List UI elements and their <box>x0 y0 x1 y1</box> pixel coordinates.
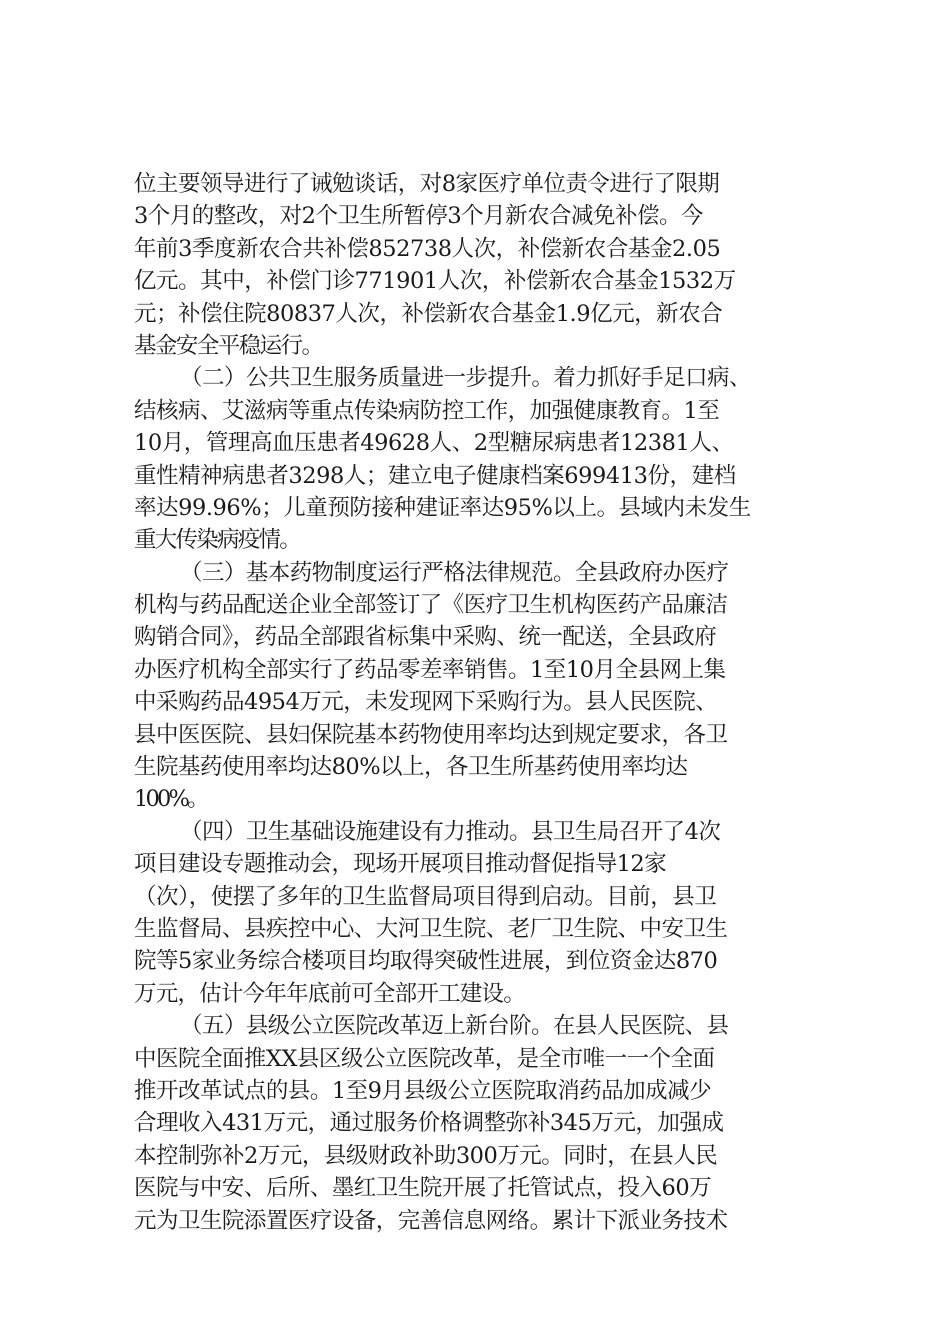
text-line: （次），使摆了多年的卫生监督局项目得到启动。目前，县卫 <box>134 883 717 910</box>
text-line: 购销合同》，药品全部跟省标集中采购、统一配送，全县政府 <box>134 624 717 651</box>
text-line: 生院基药使用率均达80%以上，各卫生所基药使用率均达 <box>134 754 688 781</box>
text-line: 率达99.96%；儿童预防接种建证率达95%以上。县域内未发生 <box>134 494 751 521</box>
text-line: 位主要领导进行了诫勉谈话，对8家医疗单位责令进行了限期 <box>134 171 720 197</box>
text-line: 亿元。其中，补偿门诊771901人次，补偿新农合基金1532万 <box>134 268 736 295</box>
paragraph-first-line: （五）县级公立医院改革迈上新台阶。在县人民医院、县 <box>180 1013 729 1040</box>
text-line: 基金安全平稳运行。 <box>134 332 323 359</box>
text-line: 年前3季度新农合共补偿852738人次，补偿新农合基金2.05 <box>134 235 721 262</box>
text-line: 本控制弥补2万元，县级财政补助300万元。同时，在县人民 <box>134 1142 718 1169</box>
text-line: 10月，管理高血压患者49628人、2型糖尿病患者12381人、 <box>134 430 734 457</box>
text-line: 重大传染病疫情。 <box>134 527 301 554</box>
text-line: 中采购药品4954万元，未发现网下采购行为。县人民医院、 <box>134 689 718 716</box>
text-line: 中医院全面推XX县区级公立医院改革，是全市唯一一个全面 <box>134 1045 715 1072</box>
text-line: 医院与中安、后所、墨红卫生院开展了托管试点，投入60万 <box>134 1175 712 1202</box>
text-line: 项目建设专题推动会，现场开展项目推动督促指导12家 <box>134 851 667 878</box>
text-line: 生监督局、县疾控中心、大河卫生院、老厂卫生院、中安卫生 <box>134 915 728 942</box>
text-line: 元为卫生院添置医疗设备，完善信息网络。累计下派业务技术 <box>134 1207 728 1234</box>
text-line: 结核病、艾滋病等重点传染病防控工作，加强健康教育。1至 <box>134 397 720 424</box>
text-line: 县中医医院、县妇保院基本药物使用率均达到规定要求，各卫 <box>134 721 728 748</box>
text-line: 办医疗机构全部实行了药品零差率销售。1至10月全县网上集 <box>134 656 726 683</box>
text-line: 重性精神病患者3298人；建立电子健康档案699413份，建档 <box>134 462 736 489</box>
text-line: 院等5家业务综合楼项目均取得突破性进展，到位资金达870 <box>134 948 718 975</box>
paragraph-first-line: （二）公共卫生服务质量进一步提升。着力抓好手足口病、 <box>180 365 751 392</box>
text-line: 合理收入431万元，通过服务价格调整弥补345万元，加强成 <box>134 1110 724 1137</box>
paragraph-first-line: （三）基本药物制度运行严格法律规范。全县政府办医疗 <box>180 559 729 586</box>
text-line: 推开改革试点的县。1至9月县级公立医院取消药品加成减少 <box>134 1077 712 1104</box>
text-line: 元；补偿住院80837人次，补偿新农合基金1.9亿元，新农合 <box>134 300 723 327</box>
text-line: 万元，估计今年年底前可全部开工建设。 <box>134 980 525 1007</box>
text-line: 机构与药品配送企业全部签订了《医疗卫生机构医药产品廉洁 <box>134 592 728 619</box>
document-body <box>134 168 834 1237</box>
text-line: 100%。 <box>134 786 207 813</box>
paragraph-first-line: （四）卫生基础设施建设有力推动。县卫生局召开了4次 <box>180 818 721 845</box>
text-line: 3个月的整改，对2个卫生所暂停3个月新农合减免补偿。今 <box>134 203 703 230</box>
